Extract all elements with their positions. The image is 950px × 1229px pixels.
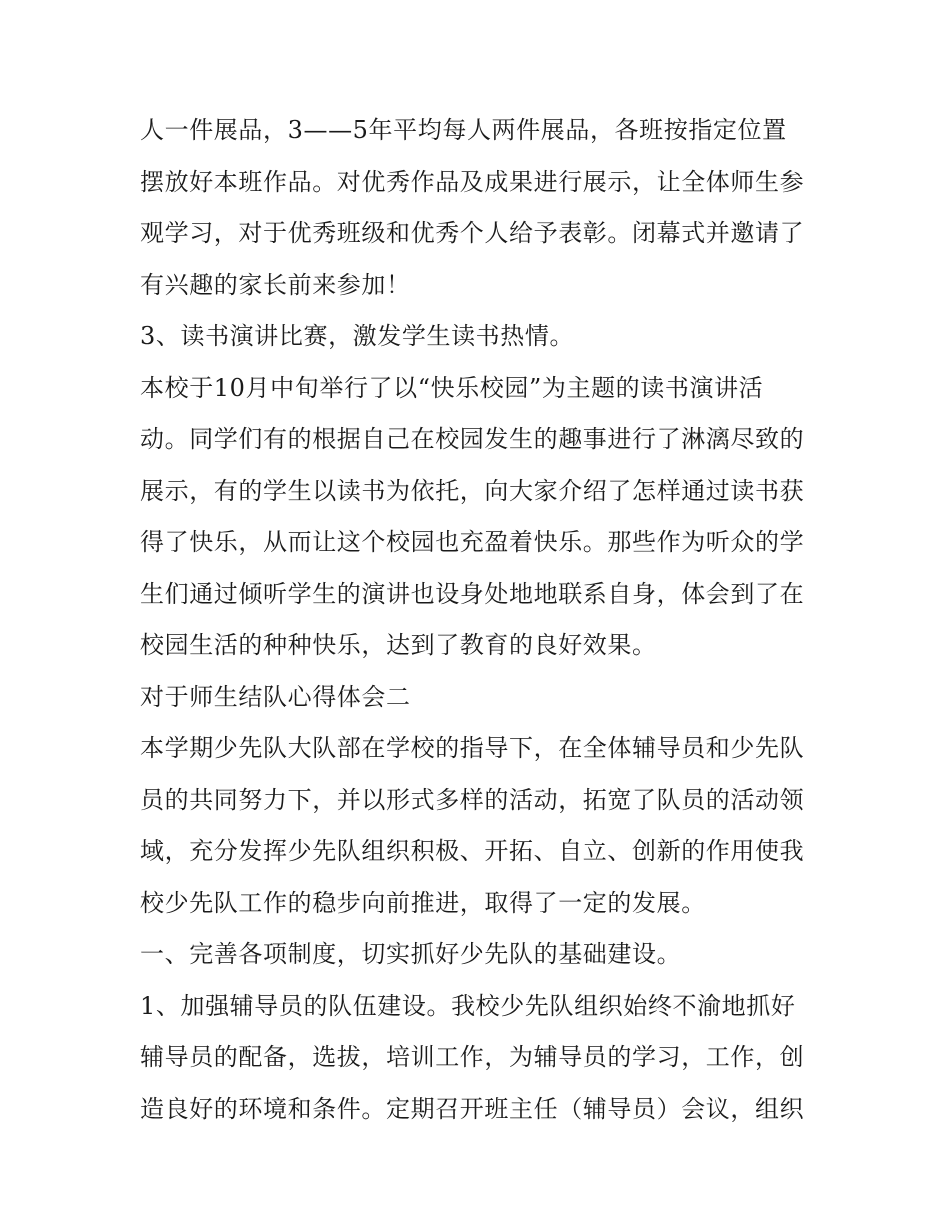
article-title: 对于师生结队心得体会二 bbox=[140, 682, 411, 711]
section-heading: 3、读书演讲比赛，激发学生读书热情。 bbox=[140, 322, 575, 350]
text-line: 生们通过倾听学生的演讲也设身处地地联系自身，体会到了在 bbox=[140, 579, 805, 608]
text-line: 有兴趣的家长前来参加！ bbox=[140, 270, 411, 299]
text-line: 造良好的环境和条件。定期召开班主任（辅导员）会议，组织 bbox=[140, 1094, 805, 1123]
text-line: 员的共同努力下，并以形式多样的活动，拓宽了队员的活动领 bbox=[140, 785, 805, 814]
text-line: 1、加强辅导员的队伍建设。我校少先队组织始终不渝地抓好 bbox=[140, 991, 796, 1020]
text-line: 本校于10月中旬举行了以“快乐校园”为主题的读书演讲活 bbox=[140, 373, 764, 402]
text-line: 校园生活的种种快乐，达到了教育的良好效果。 bbox=[140, 631, 657, 659]
text-line: 辅导员的配备，选拔，培训工作，为辅导员的学习，工作，创 bbox=[140, 1043, 805, 1071]
text-line: 摆放好本班作品。对优秀作品及成果进行展示，让全体师生参 bbox=[140, 167, 805, 196]
text-line: 展示，有的学生以读书为依托，向大家介绍了怎样通过读书获 bbox=[140, 476, 805, 505]
text-line: 得了快乐，从而让这个校园也充盈着快乐。那些作为听众的学 bbox=[140, 528, 805, 556]
text-line: 校少先队工作的稳步向前推进，取得了一定的发展。 bbox=[140, 888, 706, 917]
section-heading: 一、完善各项制度，切实抓好少先队的基础建设。 bbox=[140, 940, 682, 968]
text-line: 本学期少先队大队部在学校的指导下，在全体辅导员和少先队 bbox=[140, 734, 805, 762]
text-line: 动。同学们有的根据自己在校园发生的趣事进行了淋漓尽致的 bbox=[140, 425, 805, 453]
text-line: 人一件展品，3——5年平均每人两件展品，各班按指定位置 bbox=[140, 116, 787, 144]
text-line: 域，充分发挥少先队组织积极、开拓、自立、创新的作用使我 bbox=[140, 837, 805, 865]
document-body bbox=[140, 108, 830, 1138]
text-line: 观学习，对于优秀班级和优秀个人给予表彰。闭幕式并邀请了 bbox=[140, 219, 805, 247]
